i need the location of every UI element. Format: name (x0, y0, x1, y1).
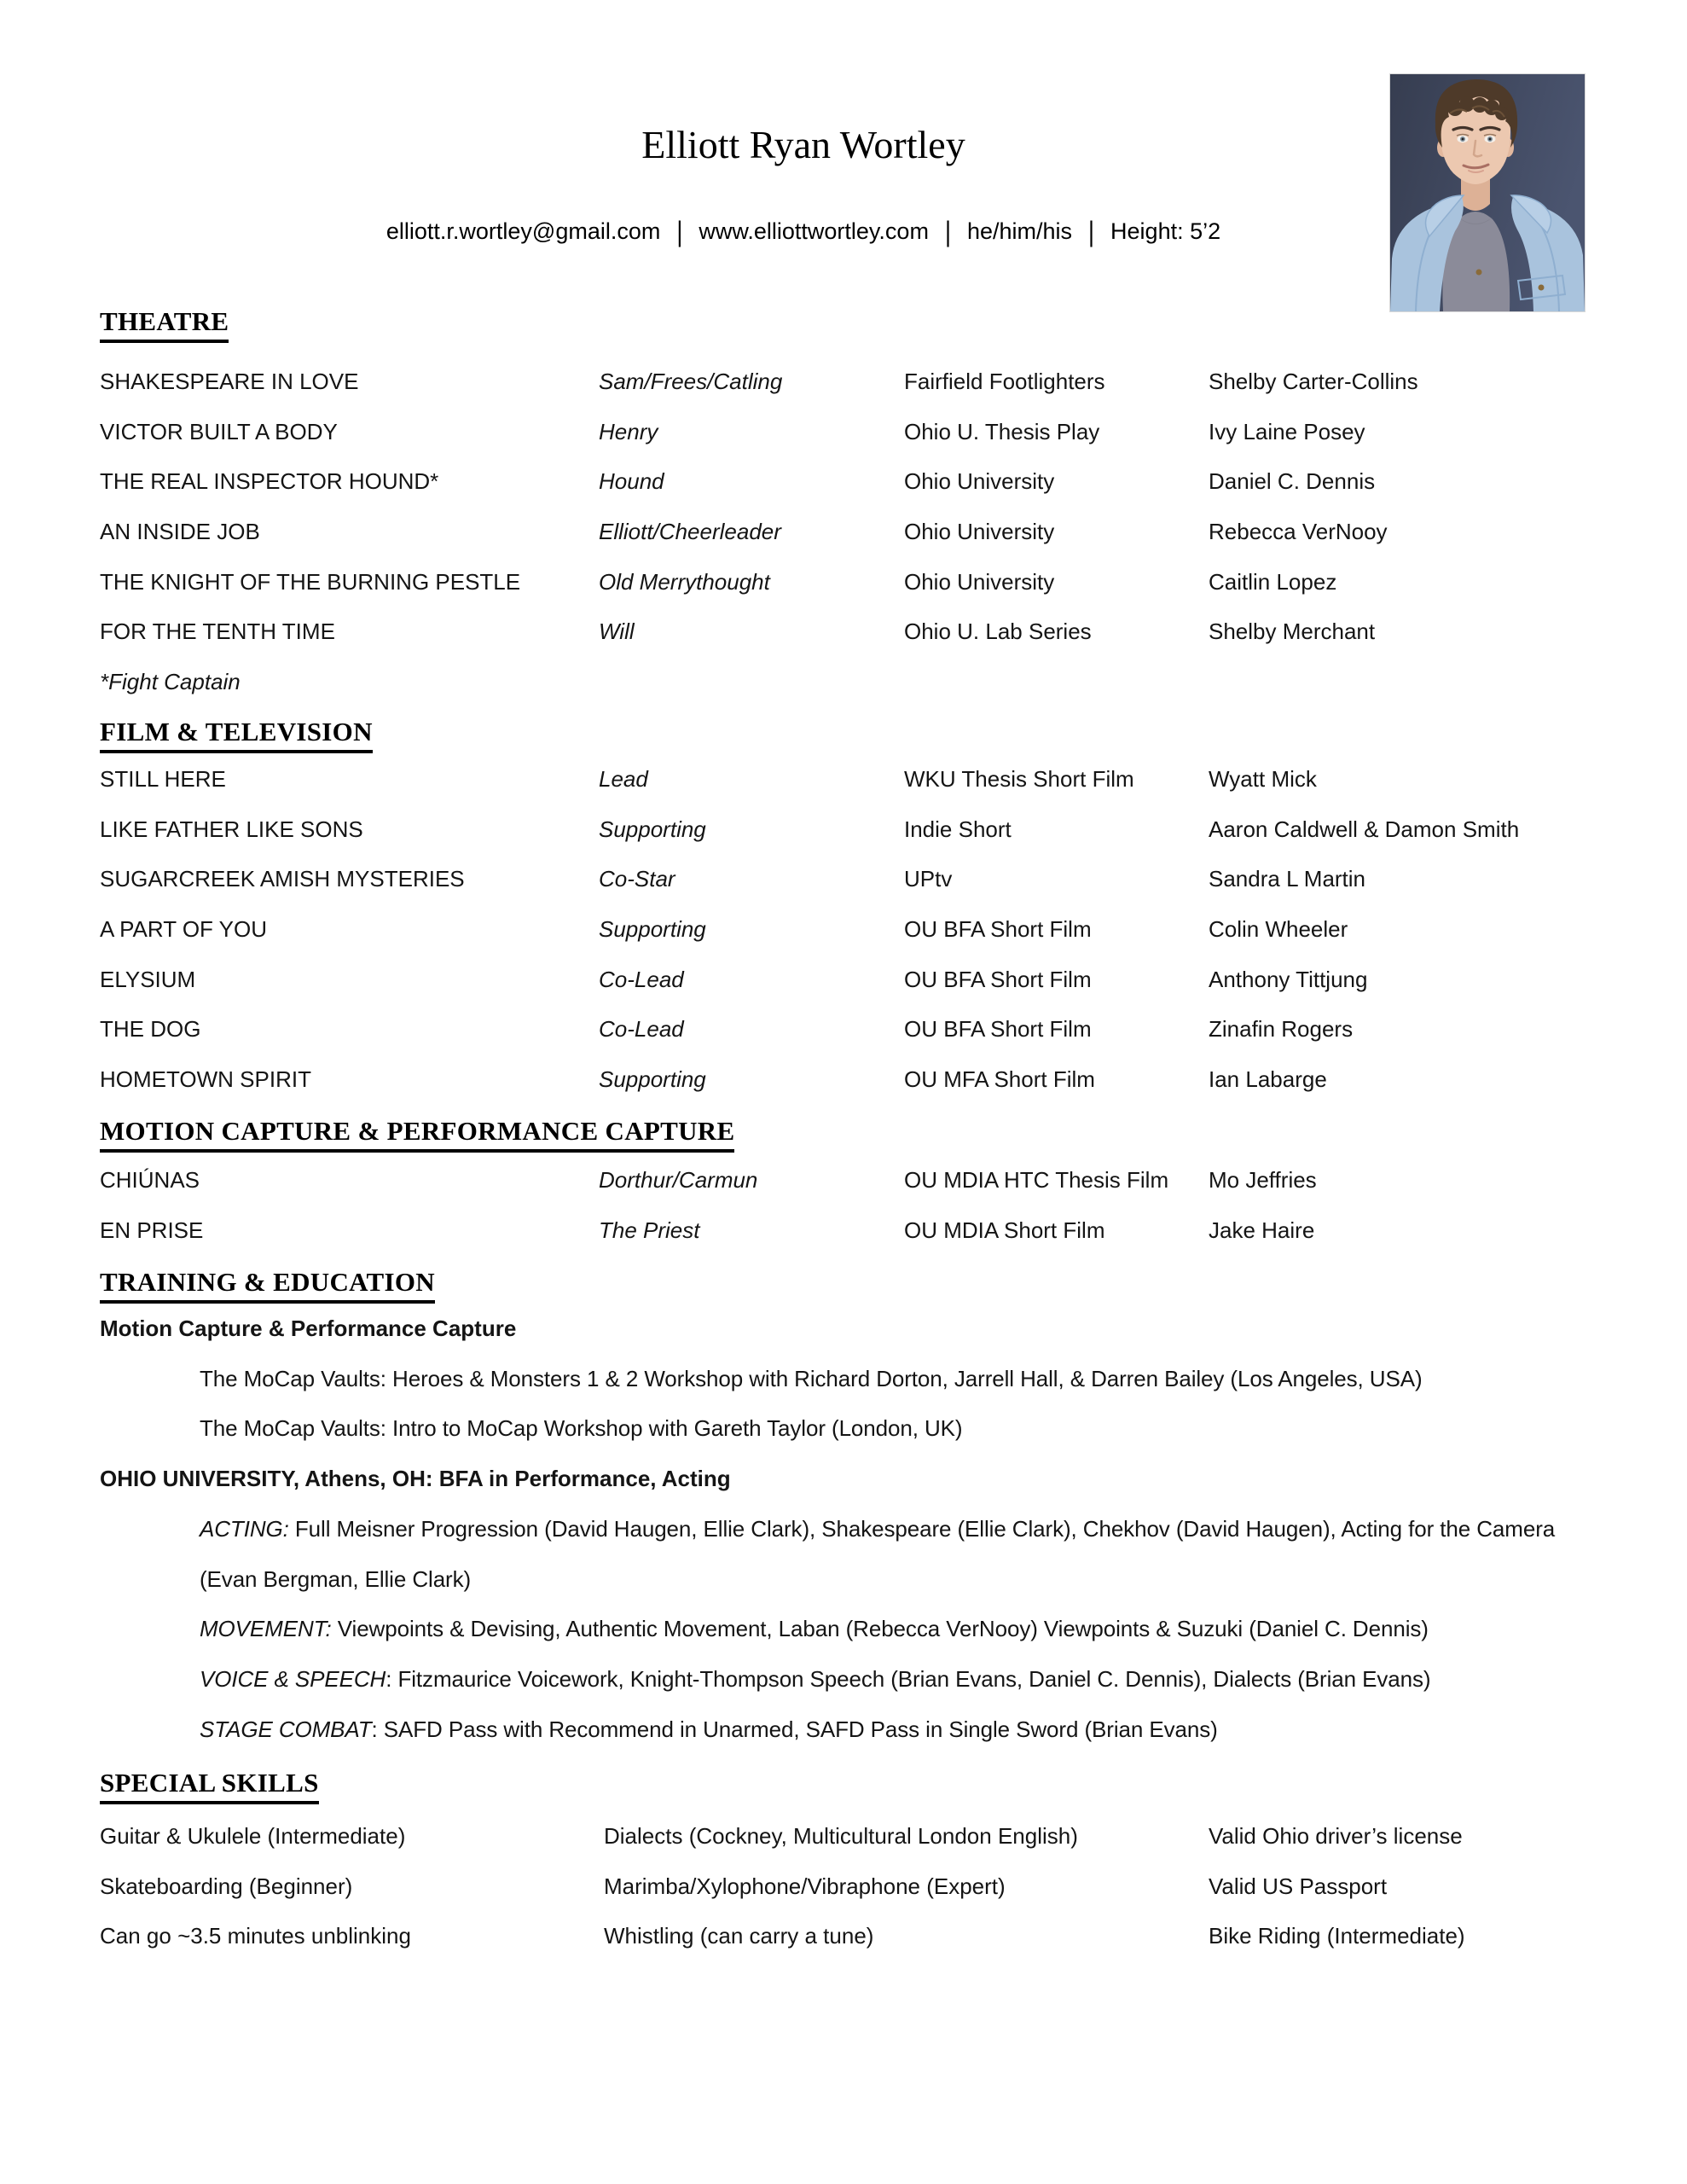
director-cell: Ian Labarge (1209, 1066, 1327, 1092)
film-row (100, 1054, 1586, 1105)
section-title-training: TRAINING & EDUCATION (100, 1266, 1586, 1304)
director-cell: Jake Haire (1209, 1217, 1315, 1243)
director-cell: Anthony Tittjung (1209, 966, 1368, 992)
skill-item: Dialects (Cockney, Multicultural London English) (604, 1822, 1078, 1849)
training-item-text: Viewpoints & Devising, Authentic Movement, Laban (Rebecca VerNooy) Viewpoints & Suzuki (Daniel C. Dennis) (331, 1616, 1429, 1642)
film-row (100, 955, 1586, 1005)
director-cell: Rebecca VerNooy (1209, 518, 1388, 544)
training-item-text: Full Meisner Progression (David Haugen, Ellie Clark), Shakespeare (Ellie Clark), Chekhov (David Haugen), Acting for the Camera (Evan Bergman, Ellie Clark) (200, 1515, 1556, 1592)
contact-separator: | (1088, 215, 1095, 247)
skills-row (100, 1862, 1586, 1912)
production-title-cell: STILL HERE (100, 765, 226, 792)
role-cell: The Priest (599, 1217, 700, 1243)
film-row (100, 804, 1586, 855)
fight-captain-footnote: *Fight Captain (100, 668, 241, 694)
production-title-cell: ELYSIUM (100, 966, 196, 992)
film-row (100, 904, 1586, 955)
training-item-label: VOICE & SPEECH (200, 1665, 386, 1692)
production-title-cell: THE KNIGHT OF THE BURNING PESTLE (100, 568, 521, 595)
production-title-cell: HOMETOWN SPIRIT (100, 1066, 311, 1092)
role-cell: Supporting (599, 915, 706, 942)
skill-item: Valid Ohio driver’s license (1209, 1822, 1463, 1849)
training-item (100, 1705, 1586, 1755)
contact-email: elliott.r.wortley@gmail.com (386, 218, 661, 244)
skills-row (100, 1811, 1586, 1862)
production-title-cell: SUGARCREEK AMISH MYSTERIES (100, 866, 465, 892)
production-title-cell: VICTOR BUILT A BODY (100, 418, 338, 444)
training-item-label: MOVEMENT: (200, 1616, 332, 1642)
role-cell: Co-Lead (599, 966, 684, 992)
theatre-row (100, 456, 1586, 507)
contact-line (100, 215, 1507, 247)
theatre-table (100, 357, 1586, 657)
theatre-row (100, 507, 1586, 557)
skills-grid (100, 1811, 1586, 1961)
company-cell: OU MDIA Short Film (904, 1217, 1105, 1243)
training-item (100, 1654, 1586, 1705)
company-cell: Ohio U. Thesis Play (904, 418, 1100, 444)
director-cell: Daniel C. Dennis (1209, 468, 1376, 495)
production-title-cell: EN PRISE (100, 1217, 204, 1243)
section-title-skills: SPECIAL SKILLS (100, 1767, 1586, 1804)
company-cell: OU BFA Short Film (904, 1016, 1092, 1043)
section-title-film: FILM & TELEVISION (100, 716, 1586, 753)
mocap-row (100, 1205, 1586, 1256)
director-cell: Colin Wheeler (1209, 915, 1348, 942)
role-cell: Sam/Frees/Catling (599, 368, 783, 394)
training-item (100, 1354, 1586, 1404)
director-cell: Wyatt Mick (1209, 765, 1317, 792)
headshot-illustration (1390, 74, 1585, 311)
film-row (100, 854, 1586, 904)
theatre-row (100, 407, 1586, 457)
role-cell: Will (599, 619, 635, 645)
director-cell: Aaron Caldwell & Damon Smith (1209, 816, 1520, 842)
training-heading: Motion Capture & Performance Capture (100, 1316, 517, 1341)
film-row (100, 1004, 1586, 1054)
training-item-text: : SAFD Pass with Recommend in Unarmed, SAFD Pass in Single Sword (Brian Evans) (371, 1716, 1218, 1742)
company-cell: UPtv (904, 866, 953, 892)
production-title-cell: LIKE FATHER LIKE SONS (100, 816, 363, 842)
skills-row (100, 1911, 1586, 1961)
training-item-label: ACTING: (200, 1515, 289, 1542)
company-cell: OU MDIA HTC Thesis Film (904, 1166, 1169, 1193)
page-title: Elliott Ryan Wortley (641, 123, 965, 166)
production-title-cell: THE REAL INSPECTOR HOUND* (100, 468, 439, 495)
role-cell: Supporting (599, 816, 706, 842)
production-title-cell: SHAKESPEARE IN LOVE (100, 368, 359, 394)
company-cell: Indie Short (904, 816, 1012, 842)
director-cell: Ivy Laine Posey (1209, 418, 1365, 444)
training-item-text: The MoCap Vaults: Heroes & Monsters 1 & 2 Workshop with Richard Dorton, Jarrell Hall, & Darren Bailey (Los Angeles, USA) (200, 1365, 1423, 1391)
role-cell: Dorthur/Carmun (599, 1166, 758, 1193)
training-item (100, 1403, 1586, 1454)
production-title-cell: A PART OF YOU (100, 915, 268, 942)
contact-separator: | (944, 215, 951, 247)
film-row (100, 754, 1586, 804)
section-title-mocap: MOTION CAPTURE & PERFORMANCE CAPTURE (100, 1115, 1586, 1153)
company-cell: Ohio University (904, 468, 1055, 495)
role-cell: Elliott/Cheerleader (599, 518, 781, 544)
role-cell: Henry (599, 418, 658, 444)
contact-pronouns: he/him/his (966, 218, 1073, 244)
role-cell: Lead (599, 765, 648, 792)
mocap-table (100, 1155, 1586, 1255)
training-item (100, 1604, 1586, 1654)
company-cell: WKU Thesis Short Film (904, 765, 1134, 792)
theatre-row (100, 557, 1586, 607)
company-cell: OU MFA Short Film (904, 1066, 1095, 1092)
company-cell: OU BFA Short Film (904, 966, 1092, 992)
role-cell: Old Merrythought (599, 568, 770, 595)
director-cell: Mo Jeffries (1209, 1166, 1317, 1193)
company-cell: Ohio U. Lab Series (904, 619, 1092, 645)
contact-separator: | (676, 215, 683, 247)
director-cell: Zinafin Rogers (1209, 1016, 1354, 1043)
role-cell: Co-Lead (599, 1016, 684, 1043)
skill-item: Can go ~3.5 minutes unblinking (100, 1923, 411, 1949)
director-cell: Shelby Merchant (1209, 619, 1376, 645)
skill-item: Skateboarding (Beginner) (100, 1873, 353, 1899)
skill-item: Guitar & Ukulele (Intermediate) (100, 1822, 406, 1849)
training-heading: OHIO UNIVERSITY, Athens, OH: BFA in Performance, Acting (100, 1466, 731, 1492)
training-list (100, 1304, 1586, 1754)
skill-item: Valid US Passport (1209, 1873, 1388, 1899)
film-table (100, 754, 1586, 1105)
production-title-cell: AN INSIDE JOB (100, 518, 260, 544)
training-item-label: STAGE COMBAT (200, 1716, 372, 1742)
skill-item: Marimba/Xylophone/Vibraphone (Expert) (604, 1873, 1006, 1899)
production-title-cell: CHIÚNAS (100, 1166, 200, 1193)
role-cell: Hound (599, 468, 664, 495)
director-cell: Sandra L Martin (1209, 866, 1366, 892)
training-item-text: : Fitzmaurice Voicework, Knight-Thompson Speech (Brian Evans, Daniel C. Dennis), Dialects (Brian Evans) (386, 1665, 1431, 1692)
headshot-photo (1390, 74, 1585, 311)
production-title-cell: FOR THE TENTH TIME (100, 619, 335, 645)
role-cell: Co-Star (599, 866, 675, 892)
role-cell: Supporting (599, 1066, 706, 1092)
company-cell: Ohio University (904, 568, 1055, 595)
production-title-cell: THE DOG (100, 1016, 201, 1043)
training-item (100, 1504, 1586, 1604)
company-cell: Fairfield Footlighters (904, 368, 1105, 394)
company-cell: OU BFA Short Film (904, 915, 1092, 942)
contact-website: www.elliottwortley.com (699, 218, 929, 244)
contact-height: Height: 5’2 (1110, 218, 1221, 244)
director-cell: Shelby Carter-Collins (1209, 368, 1418, 394)
mocap-row (100, 1155, 1586, 1205)
theatre-row (100, 607, 1586, 657)
skill-item: Whistling (can carry a tune) (604, 1923, 874, 1949)
theatre-row (100, 357, 1586, 407)
company-cell: Ohio University (904, 518, 1055, 544)
section-title-theatre: THEATRE (100, 305, 1586, 343)
training-item-text: The MoCap Vaults: Intro to MoCap Workshop with Gareth Taylor (London, UK) (200, 1415, 963, 1442)
skill-item: Bike Riding (Intermediate) (1209, 1923, 1465, 1949)
director-cell: Caitlin Lopez (1209, 568, 1337, 595)
